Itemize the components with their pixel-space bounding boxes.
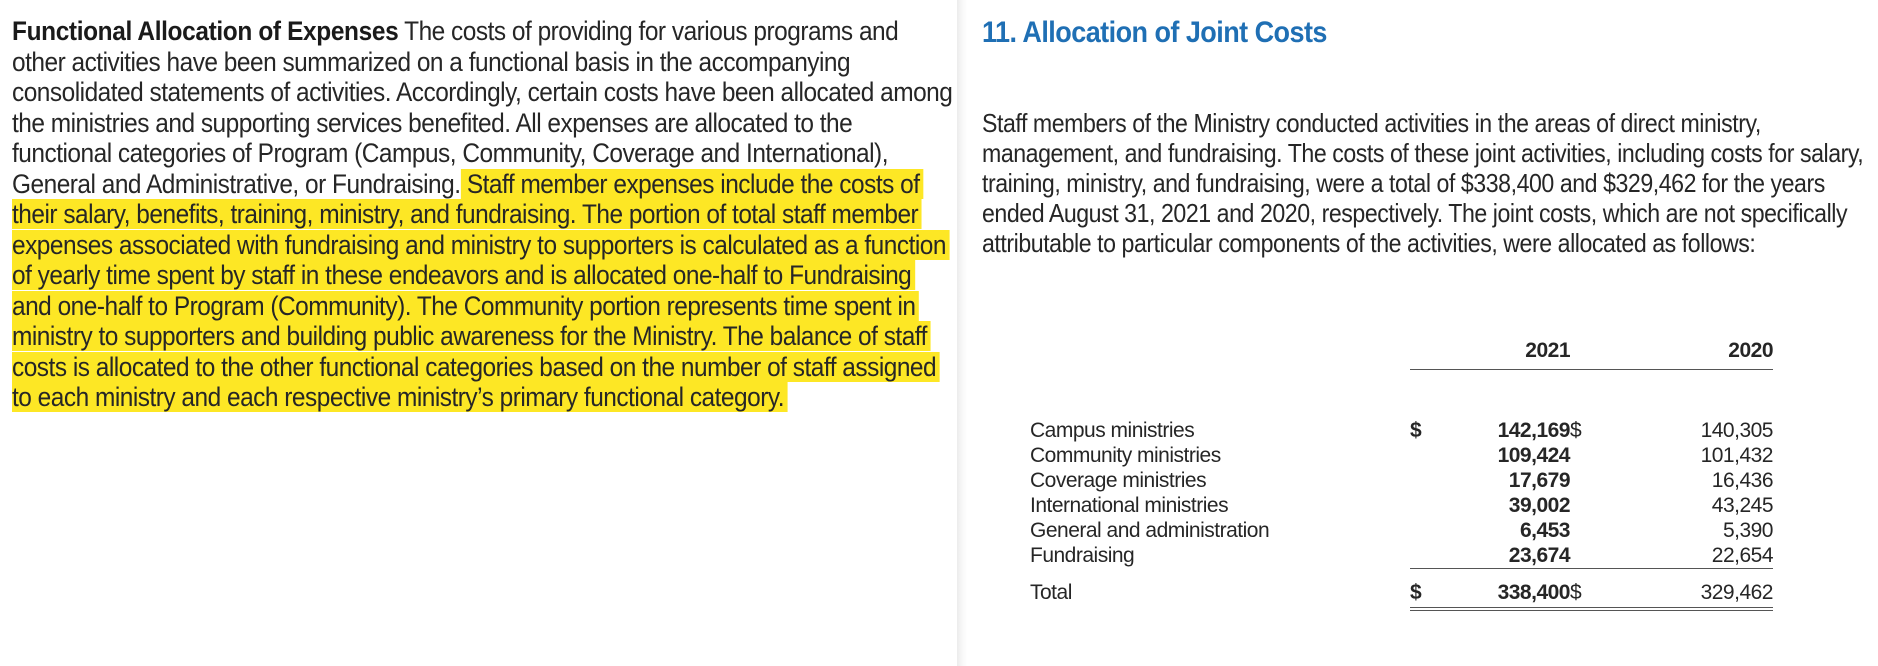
value-2020-value: 16,436: [1711, 469, 1773, 492]
value-2021-value: 23,674: [1508, 544, 1570, 567]
value-2021: [1410, 493, 1570, 518]
highlighted-text: Staff member expenses include the costs of their salary, benefits, training, ministry, and fundraising. The portion of total staff member expenses associated with fundraising and ministry to supporters is calculated as a function of yearly time spent by staff in these endeavors and is allocated one-half to Fundraising and one-half to Program (Community). The Community portion represents time spent in ministry to supporters and building public awareness for the Ministry. The balance of staff costs is allocated to the other functional categories based on the number of staff assigned to each ministry and each respective ministry’s primary functional category.: [12, 169, 950, 413]
value-2020-value: 22,654: [1711, 544, 1773, 567]
total-label: Total: [1030, 581, 1072, 605]
value-2020-value: 5,390: [1722, 519, 1773, 542]
row-label: International ministries: [1030, 494, 1229, 517]
value-2020-value: 101,432: [1700, 444, 1773, 467]
row-label: Community ministries: [1030, 444, 1221, 467]
value-2020: [1570, 468, 1773, 493]
functional-allocation-heading: Functional Allocation of Expenses: [12, 16, 399, 46]
table-row: [1030, 443, 1773, 468]
row-label: Coverage ministries: [1030, 469, 1207, 492]
value-2021: [1410, 468, 1570, 493]
value-2021-value: 6,453: [1519, 519, 1570, 542]
table-spacer: [1030, 370, 1773, 419]
value-2020: [1570, 418, 1773, 443]
value-2020: [1570, 518, 1773, 543]
value-2020-value: 43,245: [1711, 494, 1773, 517]
table-row: [1030, 418, 1773, 443]
value-2021-value: 17,679: [1508, 469, 1570, 492]
value-2021: [1410, 543, 1570, 569]
total-2020-value: 329,462: [1700, 580, 1773, 604]
total-2021: [1410, 569, 1570, 610]
row-label: Campus ministries: [1030, 419, 1195, 442]
value-2020: [1570, 543, 1773, 569]
value-2021-value: 109,424: [1497, 444, 1570, 467]
value-2021: [1410, 443, 1570, 468]
functional-allocation-paragraph: [12, 16, 953, 413]
currency-symbol: $: [1410, 419, 1422, 442]
value-2021-value: 39,002: [1508, 494, 1570, 517]
total-2021-value: 338,400: [1497, 580, 1570, 604]
note-title: 11. Allocation of Joint Costs: [982, 16, 1327, 49]
value-2021: [1410, 518, 1570, 543]
row-label: Fundraising: [1030, 544, 1135, 568]
value-2021: [1410, 418, 1570, 443]
currency-symbol: $: [1570, 419, 1582, 442]
value-2020: [1570, 443, 1773, 468]
currency-symbol: $: [1410, 580, 1422, 604]
table-row: [1030, 468, 1773, 493]
functional-allocation-intro: The costs of providing for various programs and other activities have been summarized on a functional basis in the accompanying consolidated statements of activities. Accordingly, certain costs have been allocated among the ministries and supporting services benefited. All expenses are allocated to the functional categories of Program (Campus, Community, Coverage and International), General and Administrative, or Fundraising.: [12, 16, 953, 199]
table-header-row: [1030, 338, 1773, 370]
table-row: [1030, 518, 1773, 543]
year-2020-header: 2020: [1570, 338, 1773, 370]
year-2021-header: 2021: [1410, 338, 1570, 370]
value-2020-value: 140,305: [1700, 419, 1773, 442]
total-2020: [1570, 569, 1773, 610]
row-label: General and administration: [1030, 519, 1270, 542]
joint-costs-table: [1030, 338, 1773, 611]
note-body: Staff members of the Ministry conducted activities in the areas of direct ministry, management, and fundraising. The costs of these joint activities, including costs for salary, training, ministry, and fundraising, were a total of $338,400 and $329,462 for the years ended August 31, 2021 and 2020, respectively. The joint costs, which are not specifically attributable to particular components of the activities, were allocated as follows:: [982, 108, 1864, 258]
page-gutter: [957, 0, 967, 666]
table-body: [1030, 370, 1773, 610]
total-row: [1030, 569, 1773, 610]
table-row: [1030, 543, 1773, 569]
table-row: [1030, 493, 1773, 518]
label-header: [1030, 338, 1410, 370]
value-2020: [1570, 493, 1773, 518]
currency-symbol: $: [1570, 580, 1582, 604]
value-2021-value: 142,169: [1497, 419, 1570, 442]
